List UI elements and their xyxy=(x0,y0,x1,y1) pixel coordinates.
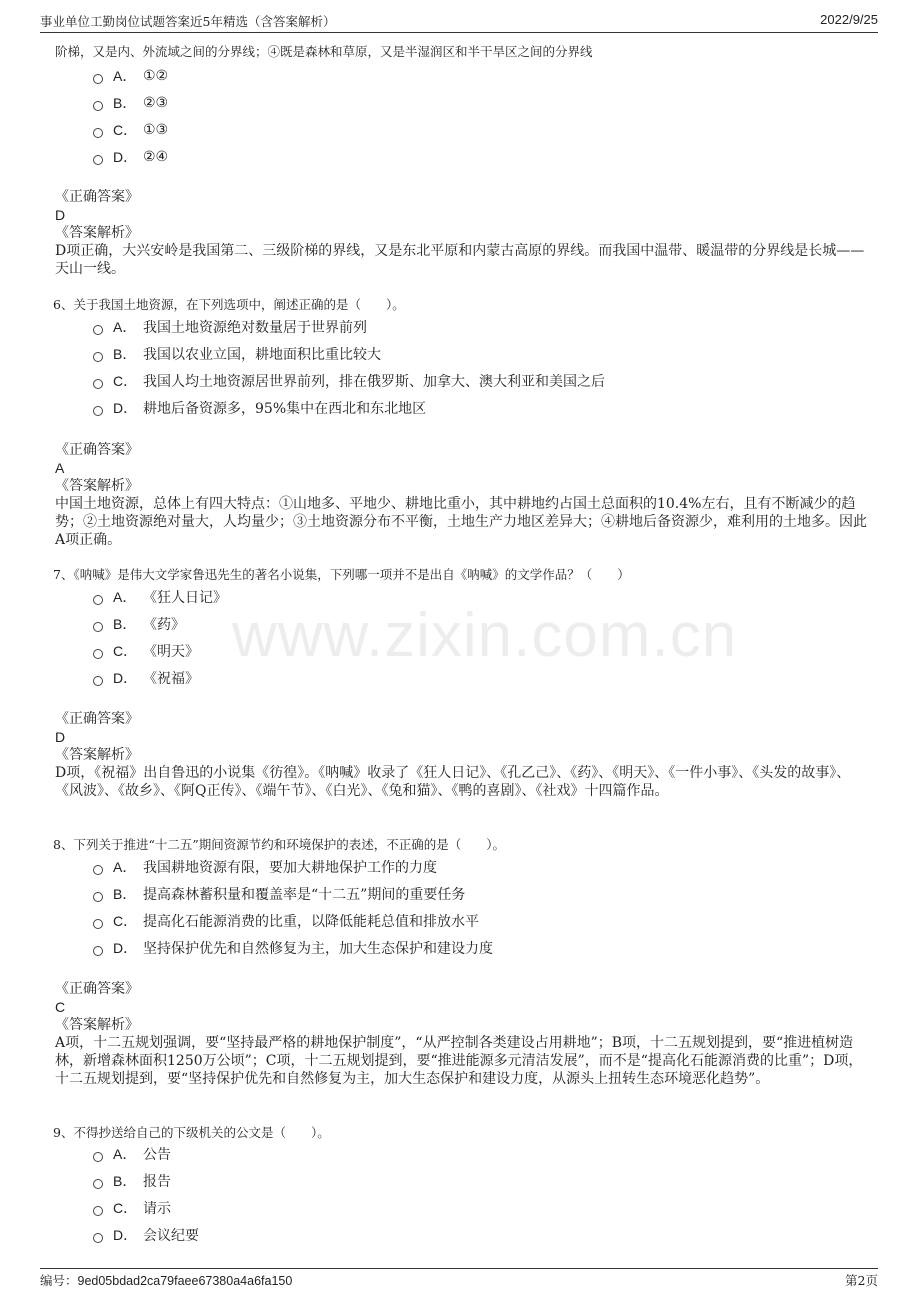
answer-label: 《正确答案》 xyxy=(55,442,139,458)
radio-icon[interactable] xyxy=(93,676,103,686)
q6-answer-block xyxy=(55,441,867,549)
q7-options xyxy=(93,583,227,691)
q6-question: 6、关于我国土地资源，在下列选项中，阐述正确的是（ ）。 xyxy=(53,297,405,312)
q7-question: 7、《呐喊》是伟大文学家鲁迅先生的著名小说集，下列哪一项并不是出自《呐喊》的文学作品？（ ） xyxy=(53,567,630,582)
watermark: www.zixin.com.cn xyxy=(232,601,738,670)
q8-question: 8、下列关于推进“十二五”期间资源节约和环境保护的表述，不正确的是（ ）。 xyxy=(53,837,505,852)
radio-icon[interactable] xyxy=(93,352,103,362)
q8-answer-block xyxy=(55,980,867,1088)
q7-option-b[interactable]: B． 《药》 xyxy=(93,610,227,637)
answer-value: A xyxy=(55,460,65,476)
q7-option-a[interactable]: A． 《狂人日记》 xyxy=(93,583,227,610)
answer-label: 《正确答案》 xyxy=(55,711,139,727)
page-footer xyxy=(40,1268,878,1289)
radio-icon[interactable] xyxy=(93,1179,103,1189)
q6-option-a[interactable]: A． 我国土地资源绝对数量居于世界前列 xyxy=(93,313,605,340)
page-number: 第2页 xyxy=(845,1273,878,1288)
answer-label: 《正确答案》 xyxy=(55,189,139,205)
q5-option-d[interactable]: D． ②④ xyxy=(93,143,168,170)
explanation-text: D项正确，大兴安岭是我国第二、三级阶梯的界线，又是东北平原和内蒙古高原的界线。而我国中温带、暖温带的分界线是长城——天山一线。 xyxy=(55,243,865,277)
q6-option-b[interactable]: B． 我国以农业立国，耕地面积比重比较大 xyxy=(93,340,605,367)
q5-option-c[interactable]: C． ①③ xyxy=(93,116,168,143)
q8-option-c[interactable]: C． 提高化石能源消费的比重，以降低能耗总值和排放水平 xyxy=(93,907,493,934)
intro-text: 阶梯，又是内、外流域之间的分界线；④既是森林和草原，又是半湿润区和半干旱区之间的分界线 xyxy=(55,44,593,59)
document-date: 2022/9/25 xyxy=(820,12,878,27)
radio-icon[interactable] xyxy=(93,595,103,605)
answer-label: 《正确答案》 xyxy=(55,981,139,997)
explanation-label: 《答案解析》 xyxy=(55,478,139,494)
explanation-text: D项，《祝福》出自鲁迅的小说集《彷徨》。《呐喊》收录了《狂人日记》、《孔乙己》、《药》、《明天》、《一件小事》、《头发的故事》、《风波》、《故乡》、《阿Q正传》、《端午节》、《白光》、《兔和猫》、《鸭的喜剧》、《社戏》十四篇作品。 xyxy=(55,765,851,799)
q8-option-b[interactable]: B． 提高森林蓄积量和覆盖率是“十二五”期间的重要任务 xyxy=(93,880,493,907)
radio-icon[interactable] xyxy=(93,101,103,111)
radio-icon[interactable] xyxy=(93,379,103,389)
radio-icon[interactable] xyxy=(93,128,103,138)
radio-icon[interactable] xyxy=(93,946,103,956)
q6-option-c[interactable]: C． 我国人均土地资源居世界前列，排在俄罗斯、加拿大、澳大利亚和美国之后 xyxy=(93,367,605,394)
answer-value: D xyxy=(55,729,66,745)
q8-option-a[interactable]: A． 我国耕地资源有限，要加大耕地保护工作的力度 xyxy=(93,853,493,880)
radio-icon[interactable] xyxy=(93,865,103,875)
radio-icon[interactable] xyxy=(93,1233,103,1243)
q6-options xyxy=(93,313,605,421)
q8-option-d[interactable]: D． 坚持保护优先和自然修复为主，加大生态保护和建设力度 xyxy=(93,934,493,961)
explanation-label: 《答案解析》 xyxy=(55,747,139,763)
q8-options xyxy=(93,853,493,961)
radio-icon[interactable] xyxy=(93,622,103,632)
q9-option-c[interactable]: C． 请示 xyxy=(93,1194,199,1221)
page-header xyxy=(40,12,878,33)
explanation-label: 《答案解析》 xyxy=(55,225,139,241)
document-code: 编号：9ed05bdad2ca79faee67380a4a6fa150 xyxy=(40,1274,293,1288)
document-title: 事业单位工勤岗位试题答案近5年精选（含答案解析） xyxy=(40,14,336,29)
radio-icon[interactable] xyxy=(93,649,103,659)
answer-value: C xyxy=(55,999,66,1015)
radio-icon[interactable] xyxy=(93,1152,103,1162)
radio-icon[interactable] xyxy=(93,406,103,416)
q7-option-c[interactable]: C． 《明天》 xyxy=(93,637,227,664)
q7-option-d[interactable]: D． 《祝福》 xyxy=(93,664,227,691)
radio-icon[interactable] xyxy=(93,919,103,929)
q9-options xyxy=(93,1140,199,1248)
q5-options xyxy=(93,62,168,170)
radio-icon[interactable] xyxy=(93,155,103,165)
q6-option-d[interactable]: D． 耕地后备资源多，95%集中在西北和东北地区 xyxy=(93,394,605,421)
radio-icon[interactable] xyxy=(93,74,103,84)
q5-option-a[interactable]: A． ①② xyxy=(93,62,168,89)
radio-icon[interactable] xyxy=(93,892,103,902)
q9-option-b[interactable]: B． 报告 xyxy=(93,1167,199,1194)
q9-option-a[interactable]: A． 公告 xyxy=(93,1140,199,1167)
explanation-text: A项，十二五规划强调，要“坚持最严格的耕地保护制度”，“从严控制各类建设占用耕地”；B项，十二五规划提到，要“推进植树造林，新增森林面积1250万公顷”；C项，十二五规划提到，要“推进能源多元清洁发展”，而不是“提高化石能源消费的比重”；D项，十二五规划提到，要“坚持保护优先和自然修复为主，加大生态保护和建设力度，从源头上扭转生态环境恶化趋势”。 xyxy=(55,1035,863,1087)
q9-question: 9、不得抄送给自己的下级机关的公文是（ ）。 xyxy=(53,1125,330,1140)
radio-icon[interactable] xyxy=(93,1206,103,1216)
q5-option-b[interactable]: B． ②③ xyxy=(93,89,168,116)
q7-answer-block xyxy=(55,710,867,800)
q9-option-d[interactable]: D． 会议纪要 xyxy=(93,1221,199,1248)
answer-value: D xyxy=(55,207,66,223)
q5-answer-block xyxy=(55,188,867,278)
explanation-text: 中国土地资源，总体上有四大特点：①山地多、平地少、耕地比重小，其中耕地约占国土总面积的10.4%左右，且有不断减少的趋势；②土地资源绝对量大，人均量少；③土地资源分布不平衡，土地生产力地区差异大；④耕地后备资源少，难利用的土地多。因此A项正确。 xyxy=(55,496,867,548)
explanation-label: 《答案解析》 xyxy=(55,1017,139,1033)
radio-icon[interactable] xyxy=(93,325,103,335)
